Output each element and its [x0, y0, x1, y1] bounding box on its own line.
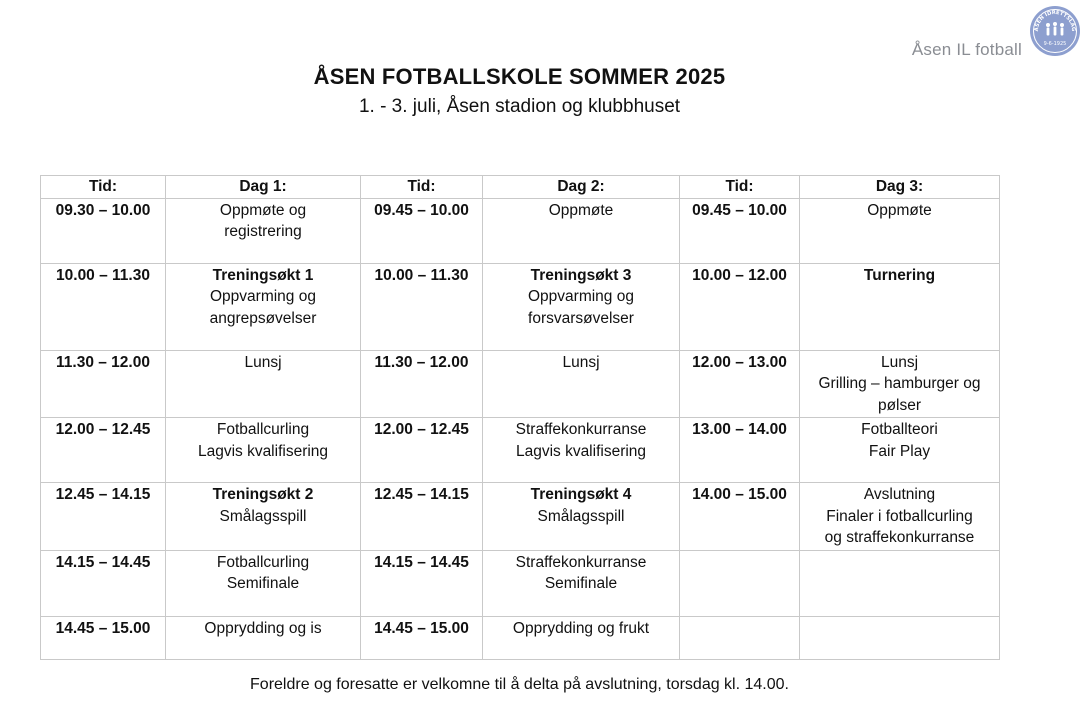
- column-header: Dag 3:: [800, 176, 1000, 199]
- activity-cell: [483, 616, 680, 659]
- logo-arc-text: ÅSEN IDRETTSLAG: [1033, 9, 1077, 32]
- activity-line: Lunsj: [244, 353, 282, 371]
- activity-line: Oppmøte: [548, 201, 614, 219]
- logo-date: 9-6-1925: [1043, 41, 1067, 47]
- activity-title: Treningsøkt 1: [212, 266, 314, 284]
- time-cell: 14.45 – 15.00: [41, 616, 166, 659]
- activity-line: registrering: [224, 223, 302, 240]
- activity-line: Lagvis kvalifisering: [197, 442, 329, 460]
- table-row: [41, 263, 1000, 350]
- time-cell: [680, 616, 800, 659]
- table-row: [41, 550, 1000, 616]
- time-cell: 14.45 – 15.00: [361, 616, 483, 659]
- activity-line: Grilling – hamburger og: [818, 375, 981, 392]
- time-cell: 14.00 – 15.00: [680, 483, 800, 551]
- time-cell: 12.00 – 13.00: [680, 350, 800, 418]
- time-cell: 10.00 – 11.30: [361, 263, 483, 350]
- activity-cell: [166, 350, 361, 418]
- activity-line: Lagvis kvalifisering: [515, 442, 647, 460]
- activity-line: pølser: [877, 396, 922, 414]
- activity-line: Fotballteori: [861, 421, 938, 438]
- activity-cell: [166, 483, 361, 551]
- time-cell: 12.00 – 12.45: [361, 418, 483, 483]
- activity-line: Opprydding og frukt: [512, 619, 650, 637]
- time-cell: 12.45 – 14.15: [361, 483, 483, 551]
- activity-cell: [483, 550, 680, 616]
- table-row: [41, 616, 1000, 659]
- club-logo: [1029, 5, 1081, 57]
- activity-title: Treningsøkt 3: [530, 266, 632, 284]
- activity-cell: [800, 350, 1000, 418]
- activity-line: Straffekonkurranse: [515, 553, 647, 571]
- time-cell: [680, 550, 800, 616]
- table-row: [41, 418, 1000, 483]
- activity-cell: [800, 198, 1000, 263]
- activity-cell: [166, 198, 361, 263]
- activity-title: Treningsøkt 4: [530, 486, 632, 503]
- activity-cell: [800, 550, 1000, 616]
- table-row: [41, 198, 1000, 263]
- activity-line: og straffekonkurranse: [824, 529, 975, 546]
- time-cell: 13.00 – 14.00: [680, 418, 800, 483]
- activity-line: Fotballcurling: [216, 421, 310, 438]
- activity-cell: [483, 350, 680, 418]
- activity-line: Avslutning: [863, 486, 936, 503]
- time-cell: 11.30 – 12.00: [361, 350, 483, 418]
- activity-cell: [166, 418, 361, 483]
- activity-line: Oppmøte: [867, 201, 932, 219]
- page-title: ÅSEN FOTBALLSKOLE SOMMER 2025: [313, 64, 726, 89]
- activity-cell: [483, 263, 680, 350]
- activity-line: Lunsj: [880, 353, 919, 371]
- column-header: Dag 1:: [166, 176, 361, 199]
- activity-cell: [483, 198, 680, 263]
- activity-title: Treningsøkt 2: [212, 486, 314, 503]
- time-cell: 09.45 – 10.00: [680, 198, 800, 263]
- activity-cell: [483, 483, 680, 551]
- activity-line: Oppmøte og: [219, 201, 307, 219]
- brand-text: Åsen IL fotball: [911, 40, 1022, 59]
- column-header: Tid:: [41, 176, 166, 199]
- time-cell: 12.00 – 12.45: [41, 418, 166, 483]
- activity-cell: [800, 418, 1000, 483]
- footer-note: Foreldre og foresatte er velkomne til å delta på avslutning, torsdag kl. 14.00.: [250, 676, 789, 693]
- time-cell: 09.30 – 10.00: [41, 198, 166, 263]
- activity-cell: [800, 616, 1000, 659]
- activity-line: Fair Play: [868, 442, 931, 460]
- column-header: Tid:: [680, 176, 800, 199]
- activity-line: forsvarsøvelser: [528, 309, 634, 327]
- time-cell: 11.30 – 12.00: [41, 350, 166, 418]
- table-header-row: [41, 176, 1000, 199]
- time-cell: 09.45 – 10.00: [361, 198, 483, 263]
- time-cell: 12.45 – 14.15: [41, 483, 166, 551]
- page-subtitle: 1. - 3. juli, Åsen stadion og klubbhuset: [358, 96, 681, 117]
- time-cell: 10.00 – 11.30: [41, 263, 166, 350]
- column-header: Dag 2:: [483, 176, 680, 199]
- activity-cell: [166, 550, 361, 616]
- activity-line: Semifinale: [226, 575, 300, 592]
- activity-cell: [483, 418, 680, 483]
- activity-line: Smålagsspill: [537, 507, 625, 525]
- activity-line: Finaler i fotballcurling: [826, 507, 973, 525]
- activity-line: Opprydding og is: [204, 619, 322, 637]
- activity-cell: [800, 263, 1000, 350]
- activity-line: Oppvarming og: [210, 288, 316, 305]
- activity-cell: [166, 263, 361, 350]
- activity-line: Fotballcurling: [216, 553, 310, 571]
- table-row: [41, 483, 1000, 551]
- time-cell: 10.00 – 12.00: [680, 263, 800, 350]
- schedule-table: [40, 175, 1000, 660]
- table-row: [41, 350, 1000, 418]
- time-cell: 14.15 – 14.45: [361, 550, 483, 616]
- activity-cell: [166, 616, 361, 659]
- activity-line: Lunsj: [562, 353, 600, 371]
- logo-figures: [1046, 22, 1064, 36]
- activity-line: Straffekonkurranse: [515, 421, 647, 438]
- activity-line: Semifinale: [544, 575, 618, 592]
- activity-cell: [800, 483, 1000, 551]
- activity-line: Oppvarming og: [528, 288, 634, 305]
- activity-line: angrepsøvelser: [209, 309, 317, 327]
- time-cell: 14.15 – 14.45: [41, 550, 166, 616]
- activity-line: Smålagsspill: [219, 507, 307, 525]
- column-header: Tid:: [361, 176, 483, 199]
- activity-title: Turnering: [863, 266, 936, 284]
